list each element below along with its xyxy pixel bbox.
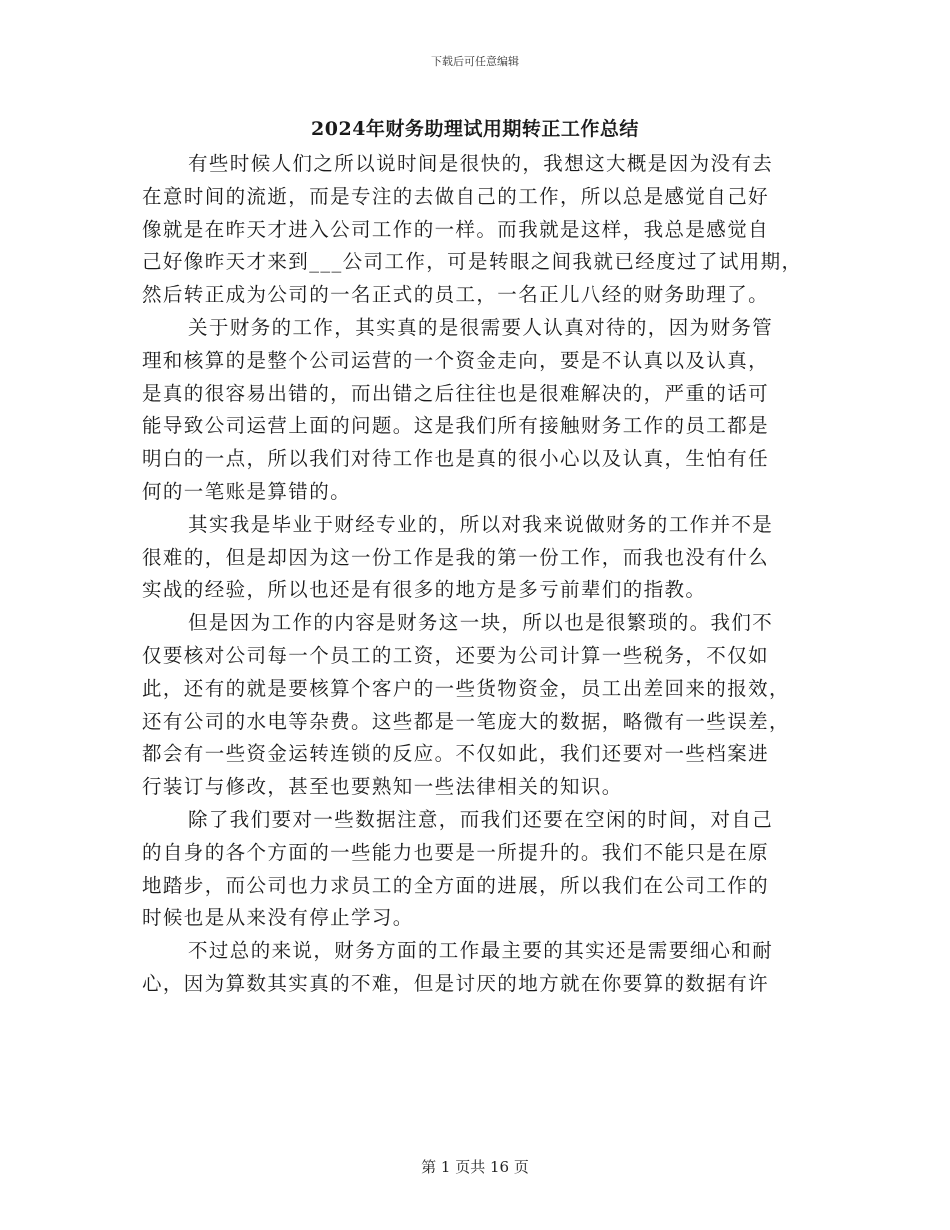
body-line: 地踏步，而公司也力求员工的全方面的进展，所以我们在公司工作的 (142, 873, 770, 897)
body-line: 其实我是毕业于财经专业的，所以对我来说做财务的工作并不是 (188, 512, 774, 536)
body-line: 有些时候人们之所以说时间是很快的，我想这大概是因为没有去 (188, 152, 774, 175)
body-line: 关于财务的工作，其实真的是很需要人认真对待的，因为财务管 (188, 315, 774, 339)
body-line: 然后转正成为公司的一名正式的员工，一名正儿八经的财务助理了。 (142, 283, 770, 307)
header-note: 下载后可任意编辑 (431, 55, 519, 68)
document-title: 2024年财务助理试用期转正工作总结 (311, 118, 639, 140)
body-line: 何的一笔账是算错的。 (142, 479, 352, 503)
body-line: 都会有一些资金运转连锁的反应。不仅如此，我们还要对一些档案进 (142, 742, 770, 766)
body-line: 不过总的来说，财务方面的工作最主要的其实还是需要细心和耐 (188, 939, 774, 963)
body-line: 时候也是从来没有停止学习。 (142, 906, 414, 930)
page-footer: 第 1 页共 16 页 (421, 1158, 529, 1176)
body-line: 在意时间的流逝，而是专注的去做自己的工作，所以总是感觉自己好 (142, 184, 770, 208)
body-line: 明白的一点，所以我们对待工作也是真的很小心以及认真，生怕有任 (142, 447, 770, 471)
body-line: 像就是在昨天才进入公司工作的一样。而我就是这样，我总是感觉自 (142, 217, 770, 241)
body-line: 很难的，但是却因为这一份工作是我的第一份工作，而我也没有什么 (142, 545, 770, 569)
body-line: 理和核算的是整个公司运营的一个资金走向，要是不认真以及认真， (142, 348, 770, 372)
body-line: 实战的经验，所以也还是有很多的地方是多亏前辈们的指教。 (142, 578, 707, 602)
body-line: 是真的很容易出错的，而出错之后往往也是很难解决的，严重的话可 (142, 381, 770, 405)
body-line: 此，还有的就是要核算个客户的一些货物资金，员工出差回来的报效， (142, 676, 790, 700)
document-body (142, 148, 812, 1001)
body-line: 但是因为工作的内容是财务这一块，所以也是很繁琐的。我们不 (188, 611, 774, 635)
body-line: 还有公司的水电等杂费。这些都是一笔庞大的数据，略微有一些误差， (142, 709, 790, 733)
body-line: 行装订与修改，甚至也要熟知一些法律相关的知识。 (142, 775, 623, 799)
body-line: 能导致公司运营上面的问题。这是我们所有接触财务工作的员工都是 (142, 414, 770, 438)
body-line: 仅要核对公司每一个员工的工资，还要为公司计算一些税务，不仅如 (142, 643, 770, 667)
body-line: 除了我们要对一些数据注意，而我们还要在空闲的时间，对自己 (188, 807, 774, 831)
body-line: 心，因为算数其实真的不难，但是讨厌的地方就在你要算的数据有许 (142, 971, 770, 995)
body-line: 的自身的各个方面的一些能力也要是一所提升的。我们不能只是在原 (142, 840, 770, 864)
body-line: 己好像昨天才来到___公司工作，可是转眼之间我就已经度过了试用期， (142, 250, 803, 274)
